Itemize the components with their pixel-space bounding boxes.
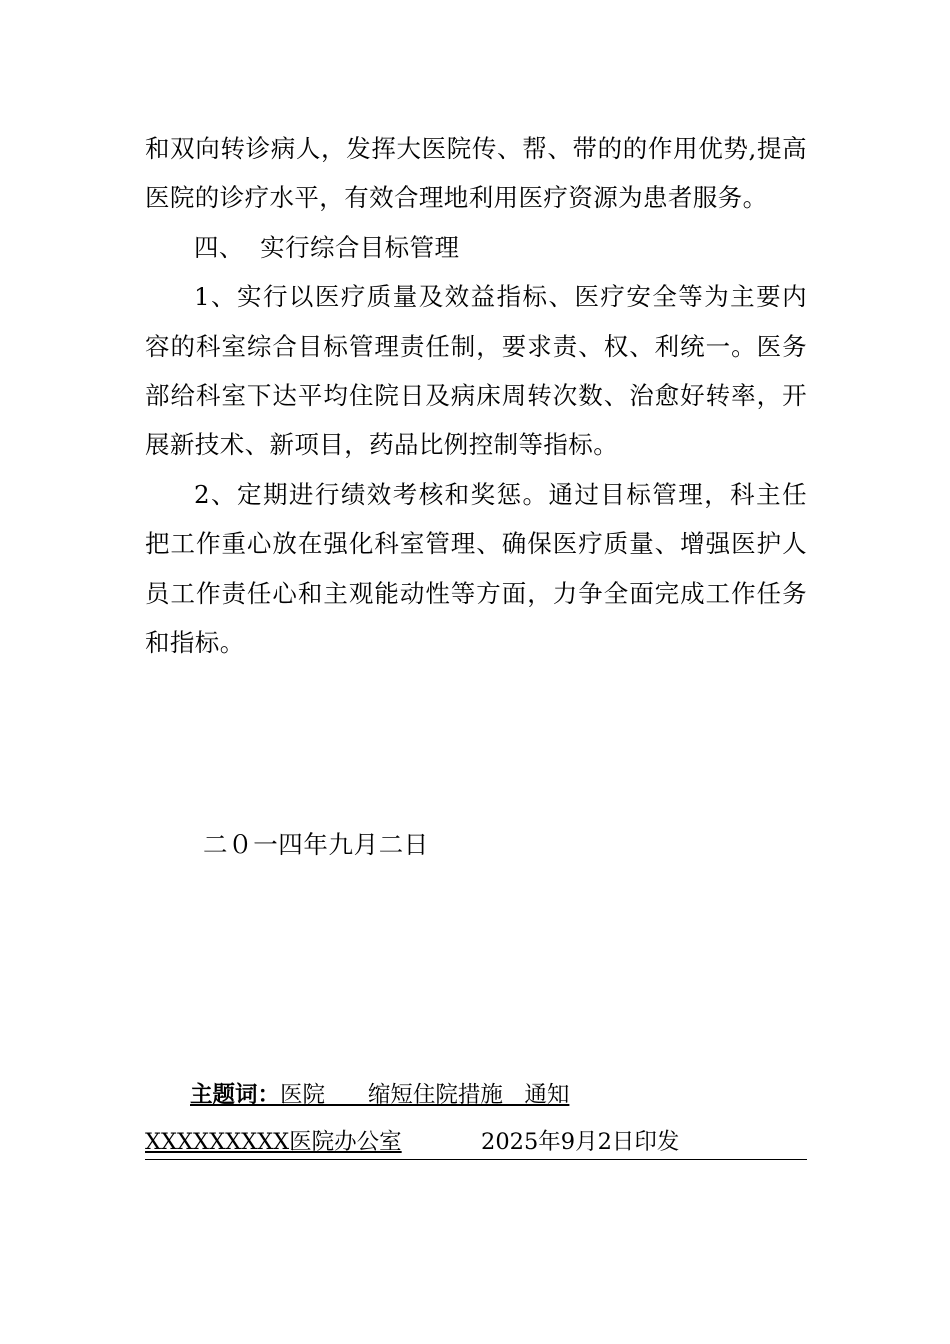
keywords-label: 主题词： bbox=[190, 1082, 281, 1108]
document-body bbox=[145, 124, 807, 667]
section-heading: 四、 实行综合目标管理 bbox=[194, 232, 460, 262]
issuing-office: XXXXXXXXX医院办公室 bbox=[145, 1129, 402, 1155]
issue-date: 2025年9月2日印发 bbox=[481, 1129, 680, 1155]
keywords-value: 医院 缩短住院措施 通知 bbox=[280, 1082, 570, 1108]
paragraph-continuation: 和双向转诊病人，发挥大医院传、帮、带的的作用优势,提高医院的诊疗水平，有效合理地利用医疗资源为患者服务。 bbox=[145, 134, 807, 213]
issue-line bbox=[145, 1125, 807, 1160]
document-date: 二０一四年九月二日 bbox=[203, 830, 429, 859]
paragraph-item-1: 1、实行以医疗质量及效益指标、医疗安全等为主要内容的科室综合目标管理责任制，要求责、权、利统一。医务部给科室下达平均住院日及病床周转次数、治愈好转率，开展新技术、新项目，药品比例控制等指标。 bbox=[145, 282, 807, 460]
paragraph-item-2: 2、定期进行绩效考核和奖惩。通过目标管理，科主任把工作重心放在强化科室管理、确保医疗质量、增强医护人员工作责任心和主观能动性等方面，力争全面完成工作任务和指标。 bbox=[145, 479, 807, 658]
keywords-line bbox=[190, 1075, 569, 1115]
